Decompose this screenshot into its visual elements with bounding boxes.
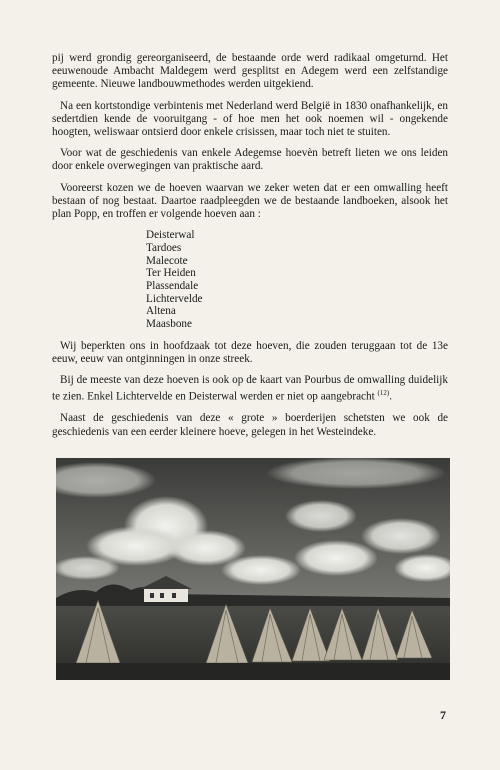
photograph-illustration (56, 458, 450, 680)
body-text (52, 52, 448, 447)
farm-item: Altena (146, 305, 176, 318)
farm-item: Ter Heiden (146, 267, 196, 280)
farm-item: Deisterwal (146, 229, 195, 242)
farm-item: Lichtervelde (146, 292, 203, 305)
farm-photograph (56, 458, 450, 680)
paragraph-7: Naast de geschiedenis van deze « grote » boerderijen schetsten we ook de geschiedenis van een eerder kleinere hoeve, gelegen in het Westeindeke. (52, 412, 448, 438)
paragraph-3: Voor wat de geschiedenis van enkele Adegemse hoevèn betreft lieten we ons leiden door enkele overwegingen van praktische aard. (52, 147, 448, 173)
paragraph-4: Vooreerst kozen we de hoeven waarvan we zeker weten dat er een omwalling heeft bestaan of nog bestaat. Daartoe raadpleegden we de bestaande landboeken, alsook het plan Popp, en troffen er volgende hoeven aan : (52, 181, 448, 221)
farm-item: Malecote (146, 254, 188, 267)
farm-item: Tardoes (146, 241, 182, 254)
paragraph-2: Na een kortstondige verbintenis met Nederland werd België in 1830 onafhankelijk, en sedertdien kende de vooruitgang - of hoe men het ook noemen wil - ongekende hoogten, weliswaar ontsierd door enkele crisissen, maar toch niet te stuiten. (52, 99, 448, 139)
footnote-reference: (12) (377, 389, 390, 398)
page-number: 7 (440, 708, 446, 722)
paragraph-6 (52, 374, 448, 404)
paragraph-6-end: . (389, 391, 392, 404)
farm-list (146, 229, 448, 331)
paragraph-1: pij werd grondig gereorganiseerd, de bestaande orde werd radikaal omgeturnd. Het eeuwenoude Ambacht Maldegem werd gesplitst en Adegem werd een zelfstandige gemeente. Nieuwe landbouwmethodes werden uitgekiend. (52, 52, 448, 91)
paragraph-5: Wij beperkten ons in hoofdzaak tot deze hoeven, die zouden teruggaan tot de 13e eeuw, eeuw van ontginningen in onze streek. (52, 339, 448, 366)
farm-item: Maasbone (146, 318, 192, 331)
farm-item: Plassendale (146, 280, 199, 293)
paragraph-6-text: Bij de meeste van deze hoeven is ook op de kaart van Pourbus de omwalling duidelijk te zien. Enkel Lichtervelde en Deisterwal werden er niet op aangebracht (52, 374, 448, 404)
